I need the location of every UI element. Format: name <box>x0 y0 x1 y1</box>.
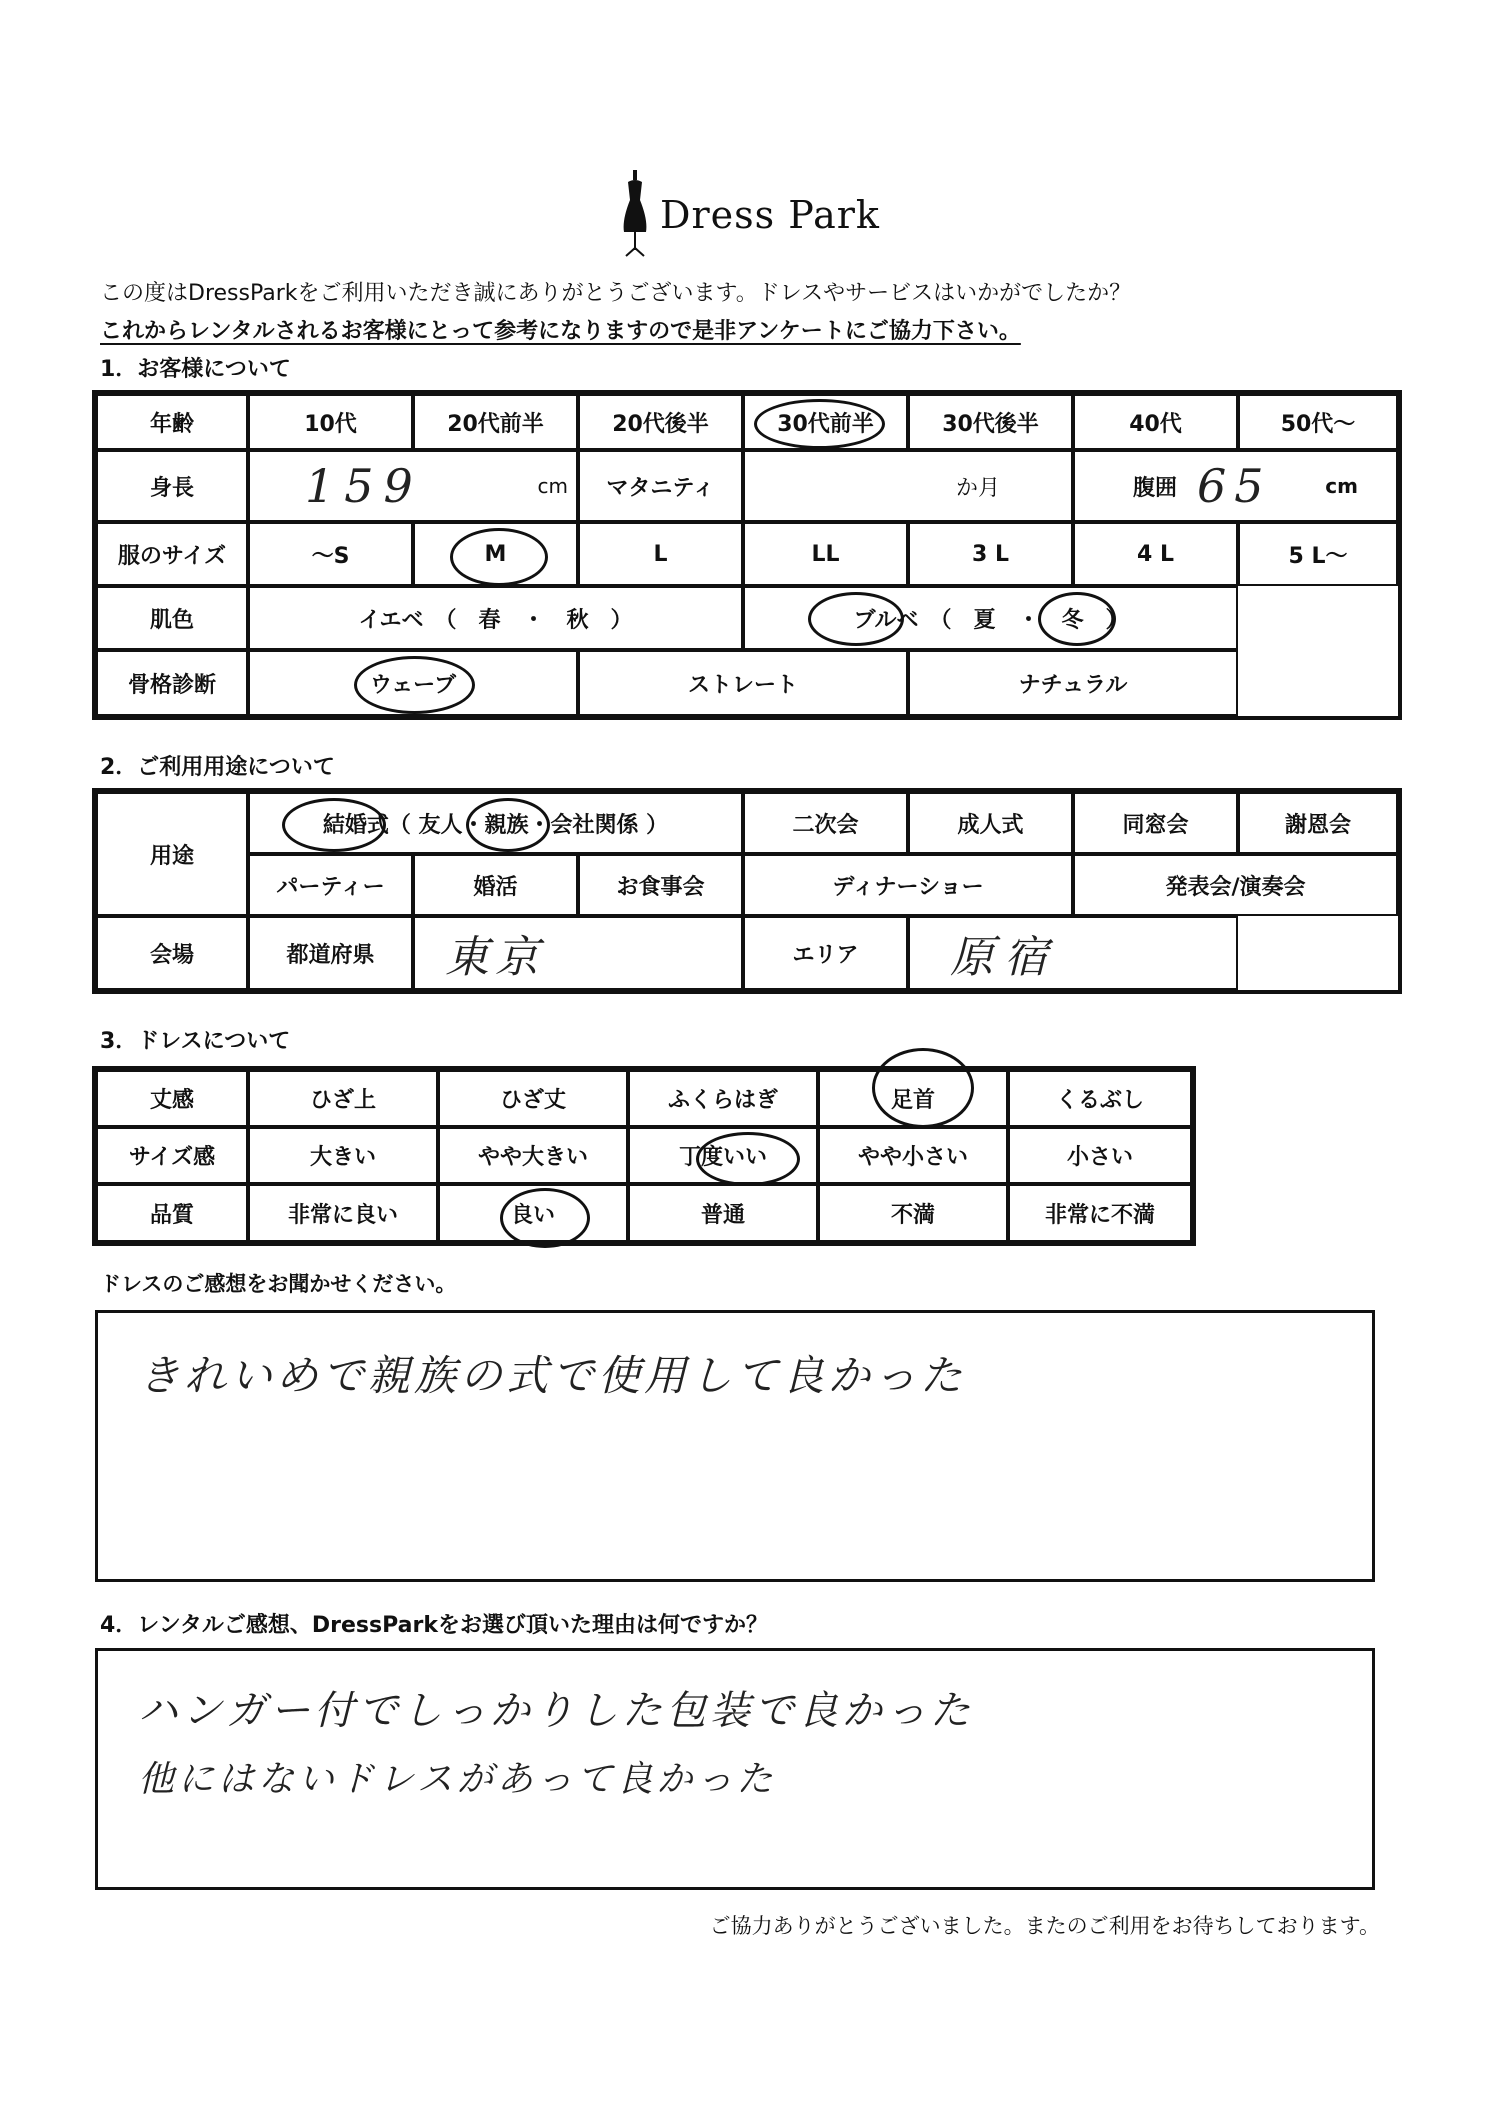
frame-option[interactable]: ナチュラル <box>908 650 1238 716</box>
size-option[interactable]: 〜S <box>248 522 413 586</box>
size-option[interactable]: 5 L〜 <box>1238 522 1398 586</box>
age-option[interactable]: 40代 <box>1073 394 1238 450</box>
prefecture-value: 東京 <box>445 932 545 983</box>
customer-table <box>92 390 1402 720</box>
quality-option-selected[interactable]: 良い <box>438 1184 628 1242</box>
length-label: 丈感 <box>96 1070 248 1127</box>
height-unit: cm <box>537 474 568 498</box>
purpose-option[interactable]: 二次会 <box>743 792 908 854</box>
fit-option[interactable]: 小さい <box>1008 1127 1192 1184</box>
fit-option[interactable]: 大きい <box>248 1127 438 1184</box>
size-option[interactable]: LL <box>743 522 908 586</box>
purpose-option[interactable]: 成人式 <box>908 792 1073 854</box>
height-field[interactable] <box>248 450 578 522</box>
quality-option[interactable]: 非常に不満 <box>1008 1184 1192 1242</box>
skin-cool-option[interactable]: ブルベ （ 夏 ・ 冬 ） <box>743 586 1238 650</box>
waist-unit: cm <box>1325 474 1358 498</box>
length-option[interactable]: くるぶし <box>1008 1070 1192 1127</box>
skin-label: 肌色 <box>96 586 248 650</box>
purpose-option[interactable]: 同窓会 <box>1073 792 1238 854</box>
length-option-selected[interactable]: 足首 <box>818 1070 1008 1127</box>
purpose-option[interactable]: 発表会/演奏会 <box>1073 854 1398 916</box>
section3-title: 3．ドレスについて <box>100 1029 291 1054</box>
maternity-label: マタニティ <box>578 450 743 522</box>
dress-form-icon <box>620 170 650 260</box>
reason-line-1: ハンガー付でしっかりした包装で良かった <box>138 1688 974 1734</box>
size-option[interactable]: L <box>578 522 743 586</box>
area-value: 原宿 <box>950 932 1058 983</box>
section4-title: 4．レンタルご感想、DressParkをお選び頂いた理由は何ですか？ <box>100 1613 768 1638</box>
frame-label: 骨格診断 <box>96 650 248 716</box>
purpose-option[interactable]: お食事会 <box>578 854 743 916</box>
age-label: 年齢 <box>96 394 248 450</box>
prefecture-field[interactable] <box>413 916 743 990</box>
length-option[interactable]: ひざ丈 <box>438 1070 628 1127</box>
purpose-wedding[interactable]: 結婚式（ 友人・親族・会社関係 ） <box>248 792 743 854</box>
length-option[interactable]: ふくらはぎ <box>628 1070 818 1127</box>
brand-logo <box>620 170 880 260</box>
size-option[interactable]: 3 L <box>908 522 1073 586</box>
waist-value: 65 <box>1197 459 1272 513</box>
age-option[interactable]: 20代後半 <box>578 394 743 450</box>
length-option[interactable]: ひざ上 <box>248 1070 438 1127</box>
venue-label: 会場 <box>96 916 248 990</box>
maternity-field[interactable] <box>743 450 1073 522</box>
usage-table <box>92 788 1402 994</box>
size-option[interactable]: 4 L <box>1073 522 1238 586</box>
brand-name: Dress Park <box>660 193 880 237</box>
frame-option[interactable]: ストレート <box>578 650 908 716</box>
waist-field[interactable] <box>1073 450 1398 522</box>
skin-warm-option[interactable]: イエベ （ 春 ・ 秋 ） <box>248 586 743 650</box>
section2-title: 2．ご利用用途について <box>100 755 335 780</box>
quality-option[interactable]: 普通 <box>628 1184 818 1242</box>
prefecture-label: 都道府県 <box>248 916 413 990</box>
age-option[interactable]: 10代 <box>248 394 413 450</box>
area-label: エリア <box>743 916 908 990</box>
waist-label: 腹囲 <box>1133 475 1178 501</box>
fit-option[interactable]: やや小さい <box>818 1127 1008 1184</box>
impression-box[interactable] <box>95 1310 1375 1582</box>
reason-box[interactable] <box>95 1648 1375 1890</box>
age-option[interactable]: 50代〜 <box>1238 394 1398 450</box>
quality-option[interactable]: 不満 <box>818 1184 1008 1242</box>
purpose-option[interactable]: 婚活 <box>413 854 578 916</box>
height-label: 身長 <box>96 450 248 522</box>
fit-option[interactable]: やや大きい <box>438 1127 628 1184</box>
age-option[interactable]: 20代前半 <box>413 394 578 450</box>
quality-label: 品質 <box>96 1184 248 1242</box>
section1-title: 1．お客様について <box>100 357 291 382</box>
size-option-selected[interactable]: M <box>413 522 578 586</box>
area-field[interactable] <box>908 916 1238 990</box>
frame-option-selected[interactable]: ウェーブ <box>248 650 578 716</box>
purpose-option[interactable]: 謝恩会 <box>1238 792 1398 854</box>
intro-text: この度はDressParkをご利用いただき誠にありがとうございます。ドレスやサービスはいかがでしたか？ <box>100 281 1132 306</box>
purpose-option[interactable]: ディナーショー <box>743 854 1073 916</box>
quality-option[interactable]: 非常に良い <box>248 1184 438 1242</box>
purpose-label: 用途 <box>96 792 248 916</box>
height-value: 159 <box>305 459 423 513</box>
purpose-option[interactable]: パーティー <box>248 854 413 916</box>
impression-text: きれいめで親族の式で使用して良かった <box>138 1351 967 1400</box>
reason-line-2: 他にはないドレスがあって良かった <box>138 1759 777 1800</box>
intro-request: これからレンタルされるお客様にとって参考になりますので是非アンケートにご協力下さい。 <box>100 319 1021 344</box>
impression-prompt: ドレスのご感想をお聞かせください。 <box>100 1272 457 1296</box>
fit-label: サイズ感 <box>96 1127 248 1184</box>
age-option-selected[interactable]: 30代前半 <box>743 394 908 450</box>
dress-table <box>92 1066 1196 1246</box>
maternity-unit: か月 <box>955 475 1000 501</box>
footer-thanks: ご協力ありがとうございました。またのご利用をお待ちしております。 <box>709 1914 1380 1938</box>
fit-option-selected[interactable]: 丁度いい <box>628 1127 818 1184</box>
size-label: 服のサイズ <box>96 522 248 586</box>
age-option[interactable]: 30代後半 <box>908 394 1073 450</box>
